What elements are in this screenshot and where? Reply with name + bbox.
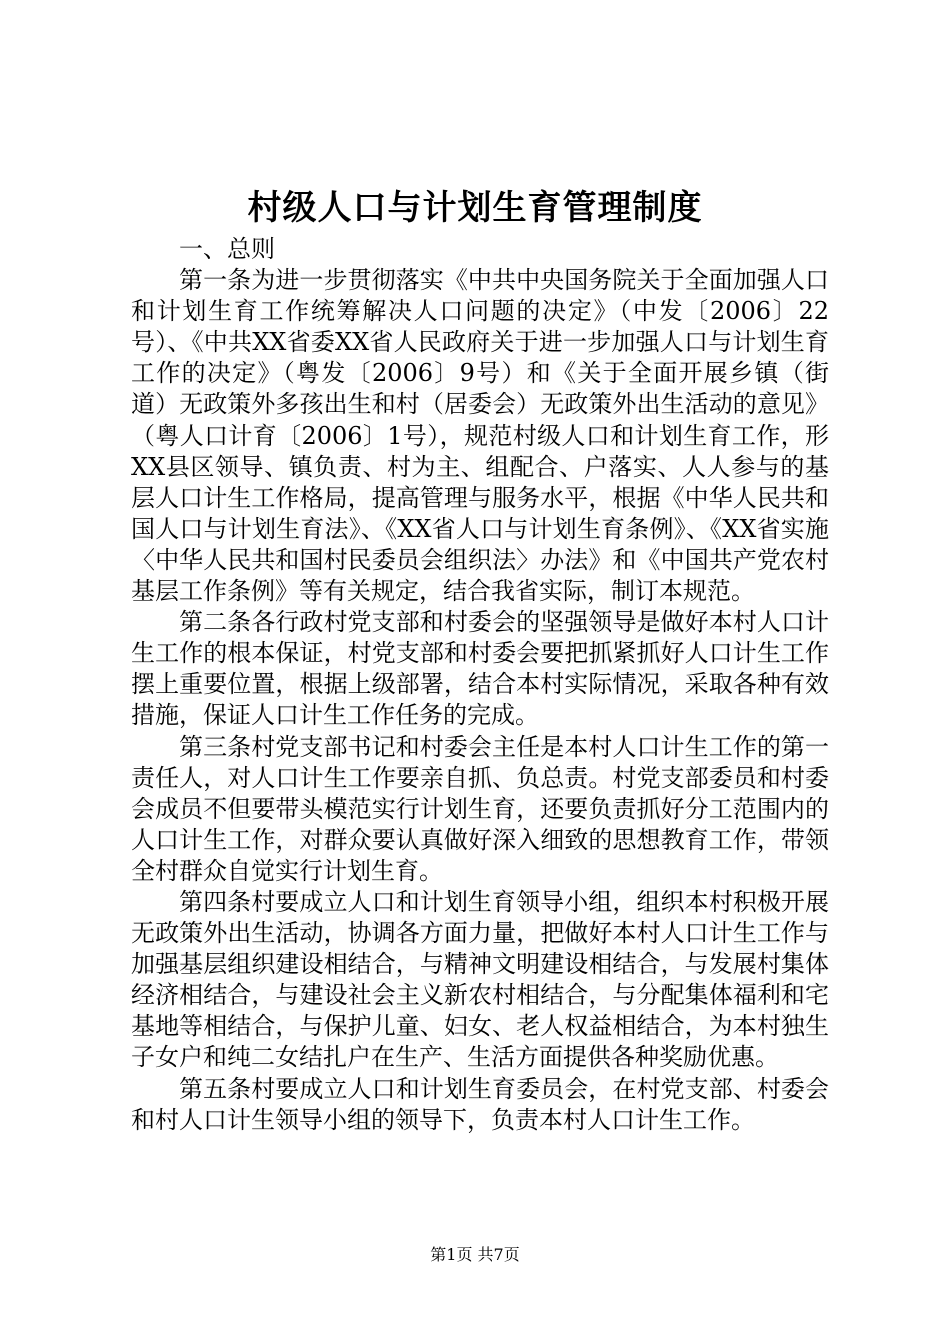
section-heading: 一、总则 xyxy=(179,235,275,263)
document-body xyxy=(131,234,829,1136)
article-paragraph: 第四条村要成立人口和计划生育领导小组，组织本村积极开展无政策外出生活动，协调各方面力量，把做好本村人口计生工作与加强基层组织建设相结合，与精神文明建设相结合，与发展村集体经济相结合，与建设社会主义新农村相结合，与分配集体福利和宅基地等相结合，与保护儿童、妇女、老人权益相结合，为本村独生子女户和纯二女结扎户在生产、生活方面提供各种奖励优惠。 xyxy=(131,887,829,1072)
article-paragraph: 第三条村党支部书记和村委会主任是本村人口计生工作的第一责任人，对人口计生工作要亲自抓、负总责。村党支部委员和村委会成员不但要带头模范实行计划生育，还要负责抓好分工范围内的人口计生工作，对群众要认真做好深入细致的思想教育工作，带领全村群众自觉实行计划生育。 xyxy=(131,732,829,885)
page-number-footer: 第1页 共7页 xyxy=(430,1245,520,1264)
article-paragraph: 第二条各行政村党支部和村委会的坚强领导是做好本村人口计生工作的根本保证，村党支部和村委会要把抓紧抓好人口计生工作摆上重要位置，根据上级部署，结合本村实际情况，采取各种有效措施，保证人口计生工作任务的完成。 xyxy=(131,608,829,730)
document-title: 村级人口与计划生育管理制度 xyxy=(247,188,703,228)
article-paragraph: 第一条为进一步贯彻落实《中共中央国务院关于全面加强人口和计划生育工作统筹解决人口问题的决定》（中发〔2006〕22号）、《中共XX省委XX省人民政府关于进一步加强人口与计划生育工作的决定》（粤发〔2006〕9号）和《关于全面开展乡镇（街道）无政策外多孩出生和村（居委会）无政策外出生活动的意见》（粤人口计育〔2006〕1号），规范村级人口和计划生育工作，形XX县区领导、镇负责、村为主、组配合、户落实、人人参与的基层人口计生工作格局，提高管理与服务水平，根据《中华人民共和国人口与计划生育法》、《XX省人口与计划生育条例》、《XX省实施〈中华人民共和国村民委员会组织法〉办法》和《中国共产党农村基层工作条例》等有关规定，结合我省实际，制订本规范。 xyxy=(131,266,829,606)
article-paragraph: 第五条村要成立人口和计划生育委员会，在村党支部、村委会和村人口计生领导小组的领导下，负责本村人口计生工作。 xyxy=(131,1074,829,1134)
